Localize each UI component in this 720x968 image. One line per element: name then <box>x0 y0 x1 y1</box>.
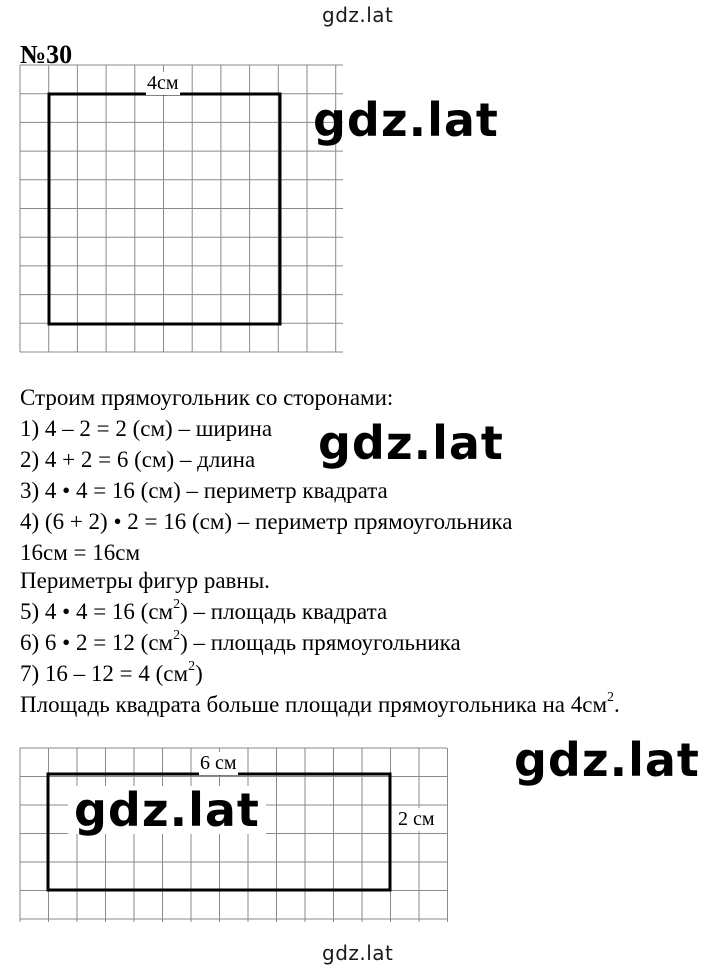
grid-paper-1 <box>20 65 343 352</box>
area-conclusion: Площадь квадрата больше площади прямоугольника на $4см^2$. <box>20 690 620 717</box>
step-5: 5) 4 • 4 = 16 $(см^2)$ – площадь квадрата <box>20 597 388 624</box>
watermark-top: gdz.lat <box>322 3 394 27</box>
watermark-large-2: gdz.lat <box>318 416 504 470</box>
step-2: 2) 4 + 2 = 6 (см) – длина <box>20 447 256 472</box>
watermark-bottom: gdz.lat <box>322 941 394 965</box>
step-6: 6) 6 • 2 = 12 $(см^2)$ – площадь прямоугольника <box>20 628 461 655</box>
step-7: 7) 16 – 12 = 4 $(см^2)$ <box>20 659 203 686</box>
perimeter-equality: 16см = 16см <box>20 540 140 565</box>
square-side-label: 4см <box>147 72 179 94</box>
watermark-large-1: gdz.lat <box>313 93 499 147</box>
step-4: 4) (6 + 2) • 2 = 16 (см) – периметр прямоугольника <box>20 509 513 534</box>
square-grid-figure <box>0 0 360 360</box>
task-number: №30 <box>20 40 73 69</box>
rectangle-width-label: 2 см <box>398 808 435 830</box>
rectangle-length-label: 6 см <box>200 752 237 774</box>
watermark-large-3: gdz.lat <box>68 786 266 834</box>
perimeter-conclusion: Периметры фигур равны. <box>20 568 270 593</box>
step-3: 3) 4 • 4 = 16 (см) – периметр квадрата <box>20 478 388 503</box>
step-1: 1) 4 – 2 = 2 (см) – ширина <box>20 416 273 441</box>
watermark-large-4: gdz.lat <box>514 733 700 787</box>
solution-intro: Строим прямоугольник со сторонами: <box>20 385 394 410</box>
